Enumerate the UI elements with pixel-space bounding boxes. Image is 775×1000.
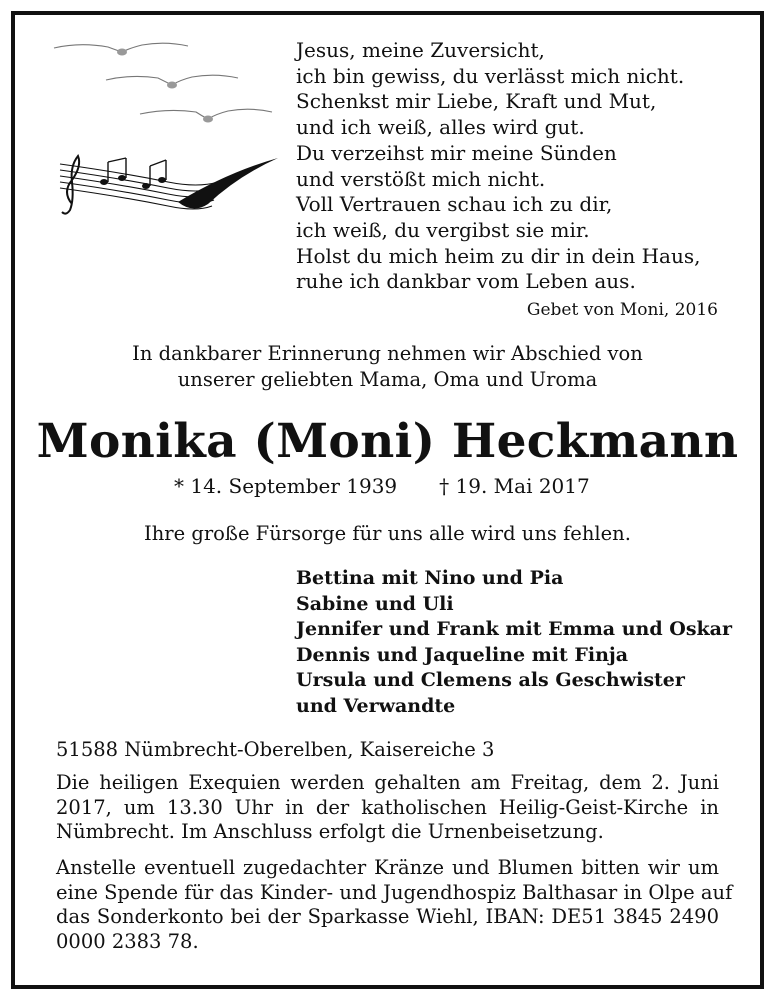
flying-birds-icon [50, 38, 280, 128]
intro-line: unserer geliebten Mama, Oma und Uroma [177, 368, 598, 391]
music-notes-icon [58, 152, 280, 218]
death-date: † 19. Mai 2017 [439, 474, 590, 498]
poem-source: Gebet von Moni, 2016 [526, 300, 718, 320]
address: 51588 Nümbrecht-Oberelben, Kaisereiche 3 [56, 738, 495, 761]
intro-line: In dankbarer Erinnerung nehmen wir Abschied von [132, 342, 643, 365]
service-line: 2017, um 13.30 Uhr in der katholischen Heilig-Geist-Kirche in [56, 795, 719, 819]
family-line: und Verwandte [296, 694, 456, 717]
poem-line: Du verzeihst mir meine Sünden [296, 140, 617, 165]
poem-line: und ich weiß, alles wird gut. [296, 115, 585, 140]
donation-line: Anstelle eventuell zugedachter Kränze und Blumen bitten wir um [56, 856, 719, 879]
donation-line: das Sonderkonto bei der Sparkasse Wiehl, IBAN: DE51 3845 2490 [56, 905, 719, 928]
service-paragraph [56, 771, 719, 845]
life-dates [174, 474, 590, 498]
poem-line: Jesus, meine Zuversicht, [296, 38, 545, 62]
poem-line: Voll Vertrauen schau ich zu dir, [296, 192, 613, 217]
service-line: Die heiligen Exequien werden gehalten am Freitag, dem 2. Juni [56, 771, 719, 794]
poem-line: und verstößt mich nicht. [296, 166, 546, 191]
poem-line: ruhe ich dankbar vom Leben aus. [296, 269, 636, 294]
family-list [296, 566, 732, 719]
birth-date: * 14. September 1939 [174, 474, 398, 498]
donation-line: 0000 2383 78. [56, 929, 199, 953]
deceased-name: Monika (Moni) Heckmann [36, 414, 739, 469]
family-line: Jennifer und Frank mit Emma und Oskar [296, 618, 732, 640]
poem-line: Holst du mich heim zu dir in dein Haus, [296, 243, 701, 268]
donation-paragraph [56, 856, 733, 954]
family-line: Bettina mit Nino und Pia [296, 567, 564, 589]
poem [296, 38, 736, 295]
family-line: Dennis und Jaqueline mit Finja [296, 643, 629, 666]
family-line: Sabine und Uli [296, 592, 454, 615]
donation-line: eine Spende für das Kinder- und Jugendhospiz Balthasar in Olpe auf [56, 880, 733, 904]
poem-line: ich bin gewiss, du verlässt mich nicht. [296, 63, 685, 88]
intro-text [0, 341, 775, 393]
poem-line: Schenkst mir Liebe, Kraft und Mut, [296, 89, 657, 114]
care-text: Ihre große Fürsorge für uns alle wird uns fehlen. [144, 522, 631, 545]
family-line: Ursula und Clemens als Geschwister [296, 669, 685, 691]
poem-line: ich weiß, du vergibst sie mir. [296, 217, 590, 242]
service-line: Nümbrecht. Im Anschluss erfolgt die Urnenbeisetzung. [56, 820, 604, 843]
